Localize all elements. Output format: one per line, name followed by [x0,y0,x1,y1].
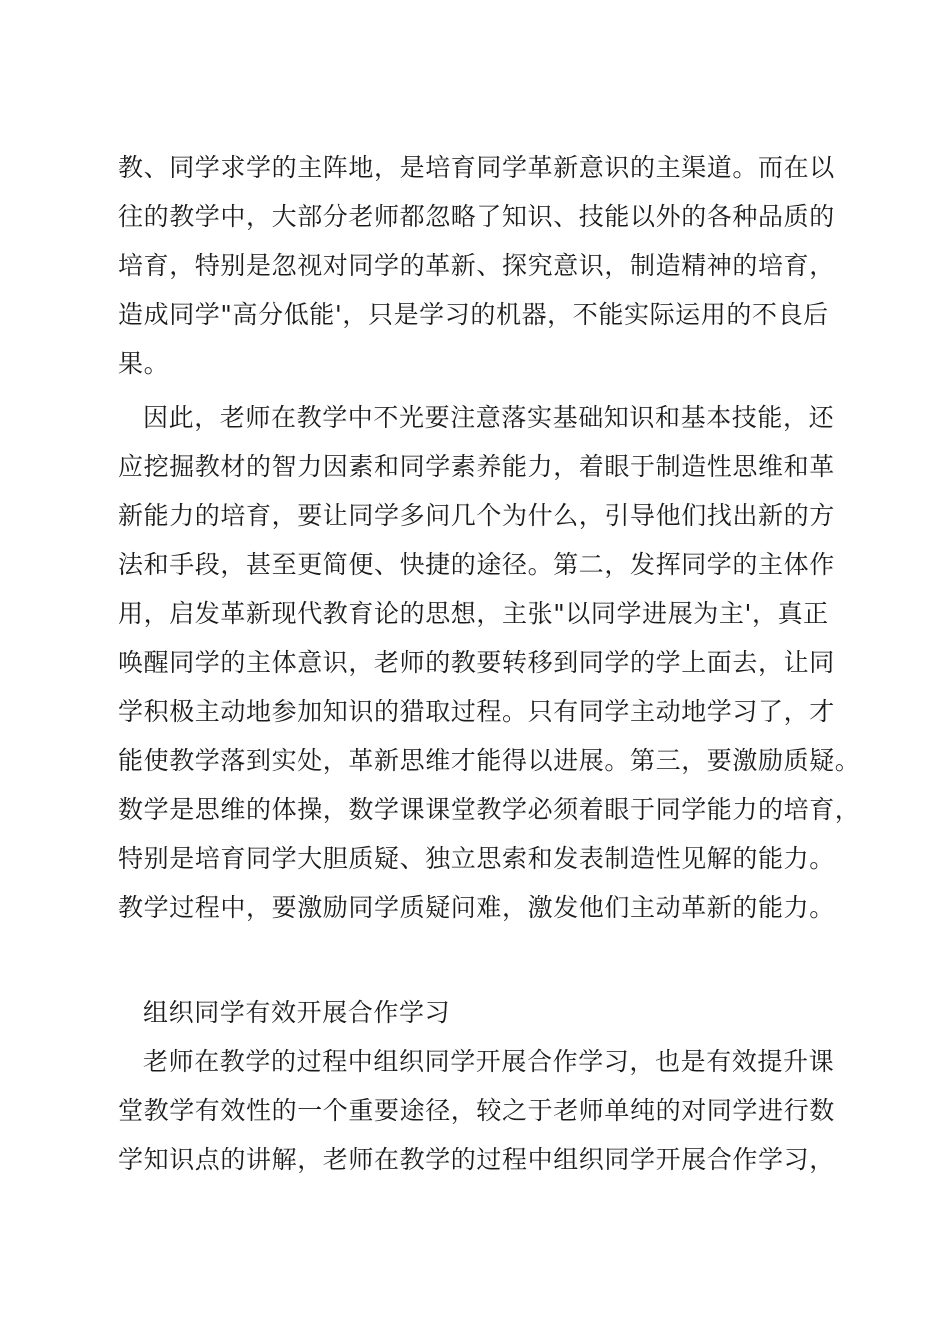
text-line: 因此，老师在教学中不光要注意落实基础知识和基本技能，还 [143,403,835,432]
text-line: 培育，特别是忽视对同学的革新、探究意识，制造精神的培育， [118,251,835,280]
text-line: 特别是培育同学大胆质疑、独立思索和发表制造性见解的能力。 [118,844,835,873]
text-line: 学积极主动地参加知识的猎取过程。只有同学主动地学习了，才 [118,697,835,726]
text-line: 教学过程中，要激励同学质疑问难，激发他们主动革新的能力。 [118,893,835,922]
text-line: 老师在教学的过程中组织同学开展合作学习，也是有效提升课 [143,1047,835,1076]
text-line: 教、同学求学的主阵地，是培育同学革新意识的主渠道。而在以 [118,153,835,182]
text-line: 数学是思维的体操，数学课课堂教学必须着眼于同学能力的培育， [118,795,861,824]
text-line: 用，启发革新现代教育论的思想，主张"以同学进展为主'，真正 [118,599,829,628]
text-line: 堂教学有效性的一个重要途径，较之于老师单纯的对同学进行数 [118,1096,835,1125]
text-line: 往的教学中，大部分老师都忽略了知识、技能以外的各种品质的 [118,202,835,231]
text-line: 新能力的培育，要让同学多问几个为什么，引导他们找出新的方 [118,501,835,530]
text-line: 能使教学落到实处，革新思维才能得以进展。第三，要激励质疑。 [118,746,861,775]
text-line: 唤醒同学的主体意识，老师的教要转移到同学的学上面去，让同 [118,648,835,677]
text-line: 法和手段，甚至更简便、快捷的途径。第二，发挥同学的主体作 [118,550,835,579]
section-heading: 组织同学有效开展合作学习 [143,998,451,1027]
text-line: 学知识点的讲解，老师在教学的过程中组织同学开展合作学习， [118,1145,835,1174]
text-line: 造成同学"高分低能'，只是学习的机器，不能实际运用的不良后 [118,300,829,329]
text-line: 果。 [118,349,170,378]
text-line: 应挖掘教材的智力因素和同学素养能力，着眼于制造性思维和革 [118,452,835,481]
